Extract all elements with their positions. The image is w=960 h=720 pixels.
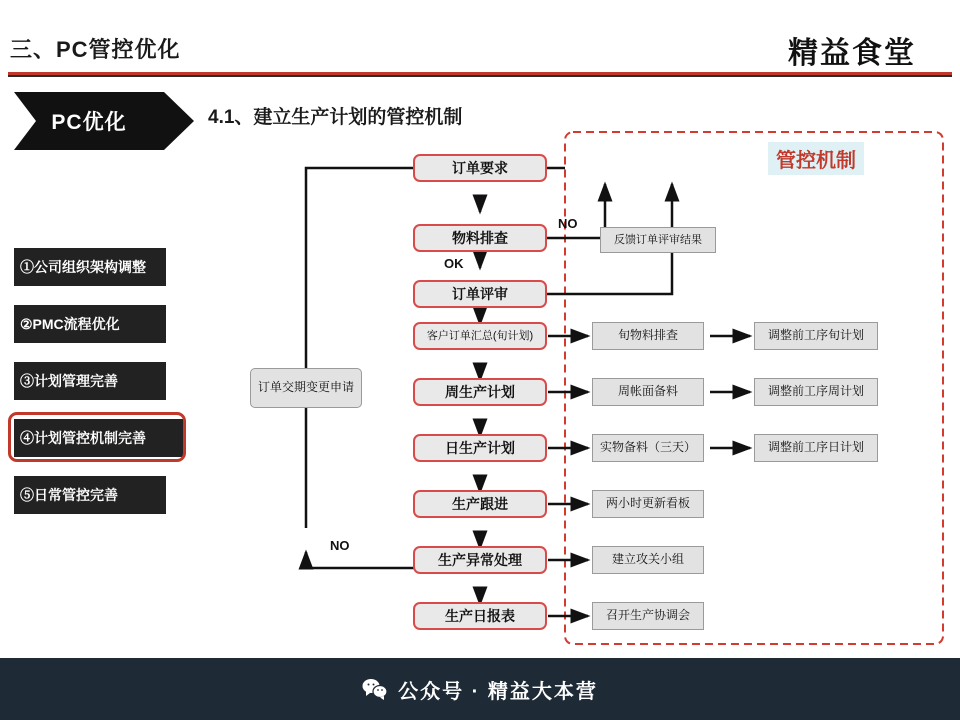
node-label: 调整前工序周计划 xyxy=(767,384,864,399)
flow-node-adjust-prev-process-ten-day-plan[interactable] xyxy=(754,322,878,350)
footer-text: 公众号 · 精益大本营 xyxy=(398,680,598,703)
section-subtitle: 4.1、建立生产计划的管控机制 xyxy=(208,107,463,128)
flow-node-production-coordination-meeting[interactable] xyxy=(592,602,704,630)
flow-node-production-follow-up[interactable] xyxy=(413,490,547,518)
flow-node-customer-order-summary[interactable] xyxy=(413,322,547,350)
sidebar-item-label: ③计划管理完善 xyxy=(20,373,118,389)
ribbon-banner xyxy=(14,92,194,150)
flow-node-adjust-prev-process-weekly-plan[interactable] xyxy=(754,378,878,406)
flow-node-weekly-paper-preparation[interactable] xyxy=(592,378,704,406)
flow-node-two-hour-board-update[interactable] xyxy=(592,490,704,518)
ribbon-label: PC优化 xyxy=(51,111,127,134)
node-label: 订单要求 xyxy=(452,159,508,176)
sidebar-item-daily-control[interactable] xyxy=(14,476,166,514)
flow-node-task-force[interactable] xyxy=(592,546,704,574)
mechanism-title: 管控机制 xyxy=(768,142,864,175)
flow-node-weekly-production-plan[interactable] xyxy=(413,378,547,406)
sidebar-item-org-structure[interactable] xyxy=(14,248,166,286)
sidebar-item-label: ⑤日常管控完善 xyxy=(20,487,118,503)
node-label: 召开生产协调会 xyxy=(605,608,690,623)
header-divider-dark xyxy=(8,75,952,77)
node-label: 两小时更新看板 xyxy=(605,496,690,511)
flow-node-order-review[interactable] xyxy=(413,280,547,308)
node-label: 物料排查 xyxy=(452,229,508,246)
flow-node-physical-preparation[interactable] xyxy=(592,434,704,462)
sidebar-item-label: ④计划管控机制完善 xyxy=(20,430,146,446)
node-label: 实物备料（三天） xyxy=(599,440,696,455)
node-label: 旬物料排查 xyxy=(617,328,678,343)
node-label: 日生产计划 xyxy=(445,439,515,456)
node-label: 客户订单汇总(旬计划) xyxy=(426,329,534,342)
sidebar-item-pmc-process[interactable] xyxy=(14,305,166,343)
flow-node-delivery-change-request[interactable] xyxy=(250,368,362,408)
node-label: 生产日报表 xyxy=(445,607,515,624)
edge-label-no-bottom: NO xyxy=(330,538,350,553)
node-label: 订单评审 xyxy=(452,285,508,302)
node-label: 生产跟进 xyxy=(452,495,508,512)
sidebar-nav xyxy=(14,248,184,533)
sidebar-item-label: ①公司组织架构调整 xyxy=(20,259,146,275)
flow-node-material-check[interactable] xyxy=(413,224,547,252)
edge-label-no-top: NO xyxy=(558,216,578,231)
brand-logo-text: 精益食堂 xyxy=(788,37,916,70)
flow-node-daily-production-plan[interactable] xyxy=(413,434,547,462)
page-title: 三、PC管控优化 xyxy=(10,37,181,62)
flow-node-abnormal-handling[interactable] xyxy=(413,546,547,574)
sidebar-item-plan-management[interactable] xyxy=(14,362,166,400)
sidebar-item-plan-control-mechanism[interactable] xyxy=(14,419,184,457)
node-label: 生产异常处理 xyxy=(438,551,522,568)
node-label: 周生产计划 xyxy=(445,383,515,400)
flow-node-adjust-prev-process-daily-plan[interactable] xyxy=(754,434,878,462)
page-header xyxy=(0,0,960,78)
flow-node-ten-day-material-check[interactable] xyxy=(592,322,704,350)
node-label: 订单交期变更申请 xyxy=(257,380,354,395)
node-label: 建立攻关小组 xyxy=(611,552,684,567)
edge-label-ok: OK xyxy=(444,256,464,271)
flow-node-review-feedback[interactable] xyxy=(600,227,716,253)
flow-node-daily-report[interactable] xyxy=(413,602,547,630)
node-label: 周帐面备料 xyxy=(617,384,678,399)
wechat-icon xyxy=(362,678,388,700)
node-label: 调整前工序旬计划 xyxy=(767,328,864,343)
page-footer xyxy=(0,658,960,720)
flow-node-order-requirement[interactable] xyxy=(413,154,547,182)
sidebar-item-label: ②PMC流程优化 xyxy=(20,316,120,332)
flow-diagram xyxy=(210,120,950,660)
node-label: 调整前工序日计划 xyxy=(767,440,864,455)
node-label: 反馈订单评审结果 xyxy=(614,233,702,246)
